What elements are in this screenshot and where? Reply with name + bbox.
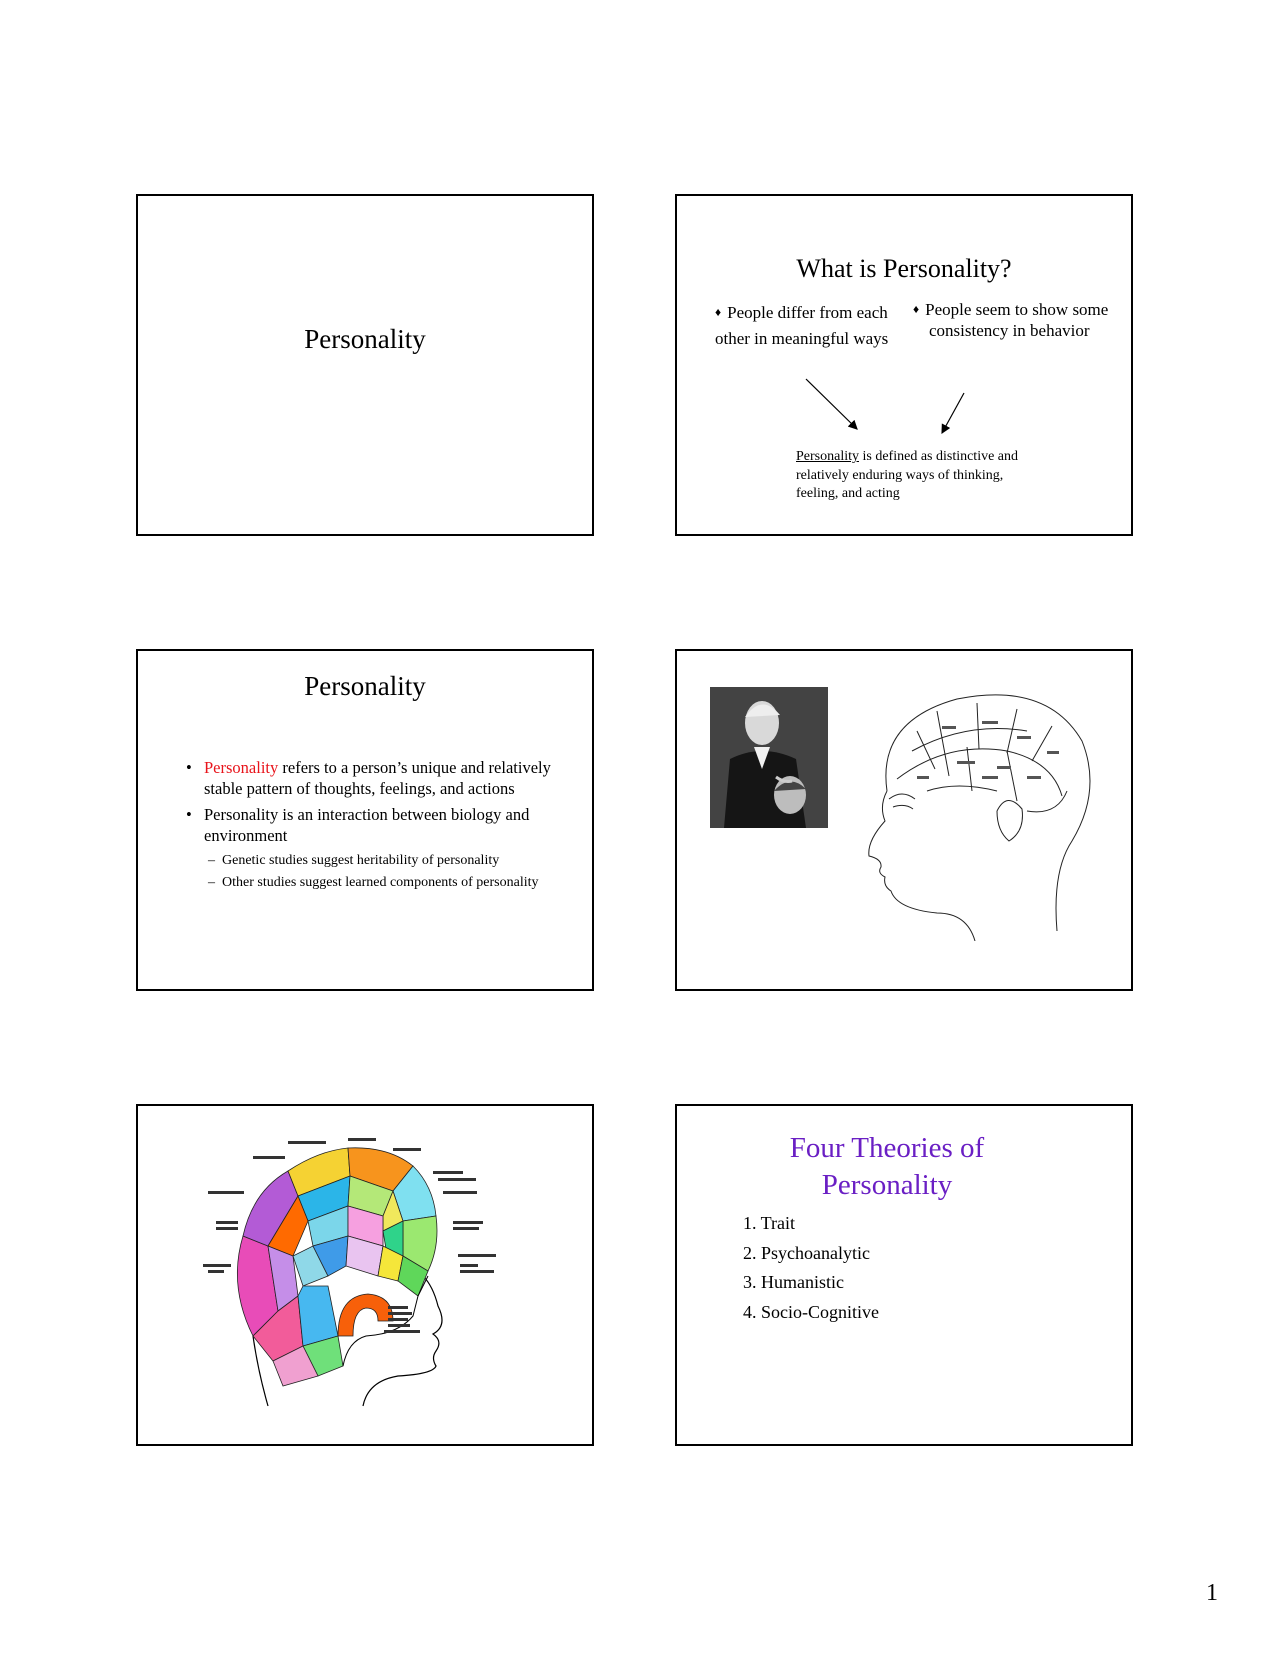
phrenologist-portrait (710, 687, 828, 828)
theory-item: 4. Socio-Cognitive (743, 1301, 879, 1322)
bullet-consistency: ♦ People seem to show some consistency in behavior (913, 300, 1109, 340)
slide-3-title: Personality (304, 671, 426, 701)
definition-term: Personality (796, 449, 859, 464)
slide-6 (675, 1104, 1133, 1446)
theory-item: 3. Humanistic (743, 1272, 844, 1292)
theory-item: 1. Trait (743, 1213, 796, 1233)
bullet-differ: ♦ People differ from each other in meaningful ways (715, 303, 889, 348)
slide-4 (675, 649, 1133, 991)
slide-3-bullets (184, 757, 559, 895)
bullet-definition: • Personality refers to a person’s unique and relatively stable pattern of thoughts, feelings, and actions (184, 757, 559, 799)
page-number: 1 (1206, 1580, 1218, 1606)
arrow-left (806, 379, 857, 429)
personality-definition: Personality is defined as distinctive and relatively enduring ways of thinking, feeling, and acting (796, 449, 1019, 501)
slide-3 (136, 649, 594, 991)
theory-item: 2. Psychoanalytic (743, 1242, 870, 1263)
colored-phrenology-map (198, 1136, 518, 1416)
theories-list (743, 1209, 879, 1327)
diamond-bullet-icon: ♦ (715, 305, 722, 319)
slide-2-title: What is Personality? (796, 254, 1012, 283)
diamond-bullet-icon: ♦ (913, 302, 920, 316)
slide-5 (136, 1104, 594, 1446)
sub-bullet-learned: – Other studies suggest learned components of personality (184, 873, 559, 892)
sub-bullet-genetic: – Genetic studies suggest heritability of personality (184, 851, 559, 870)
arrow-right (942, 393, 964, 433)
slide-1 (136, 194, 594, 536)
slide-1-title: Personality (304, 324, 426, 354)
bullet-interaction: • Personality is an interaction between biology and environment (184, 804, 559, 846)
phrenology-head-illustration (857, 681, 1117, 941)
slide-6-title: Four Theories of Personality (789, 1132, 985, 1201)
slide-2 (675, 194, 1133, 536)
